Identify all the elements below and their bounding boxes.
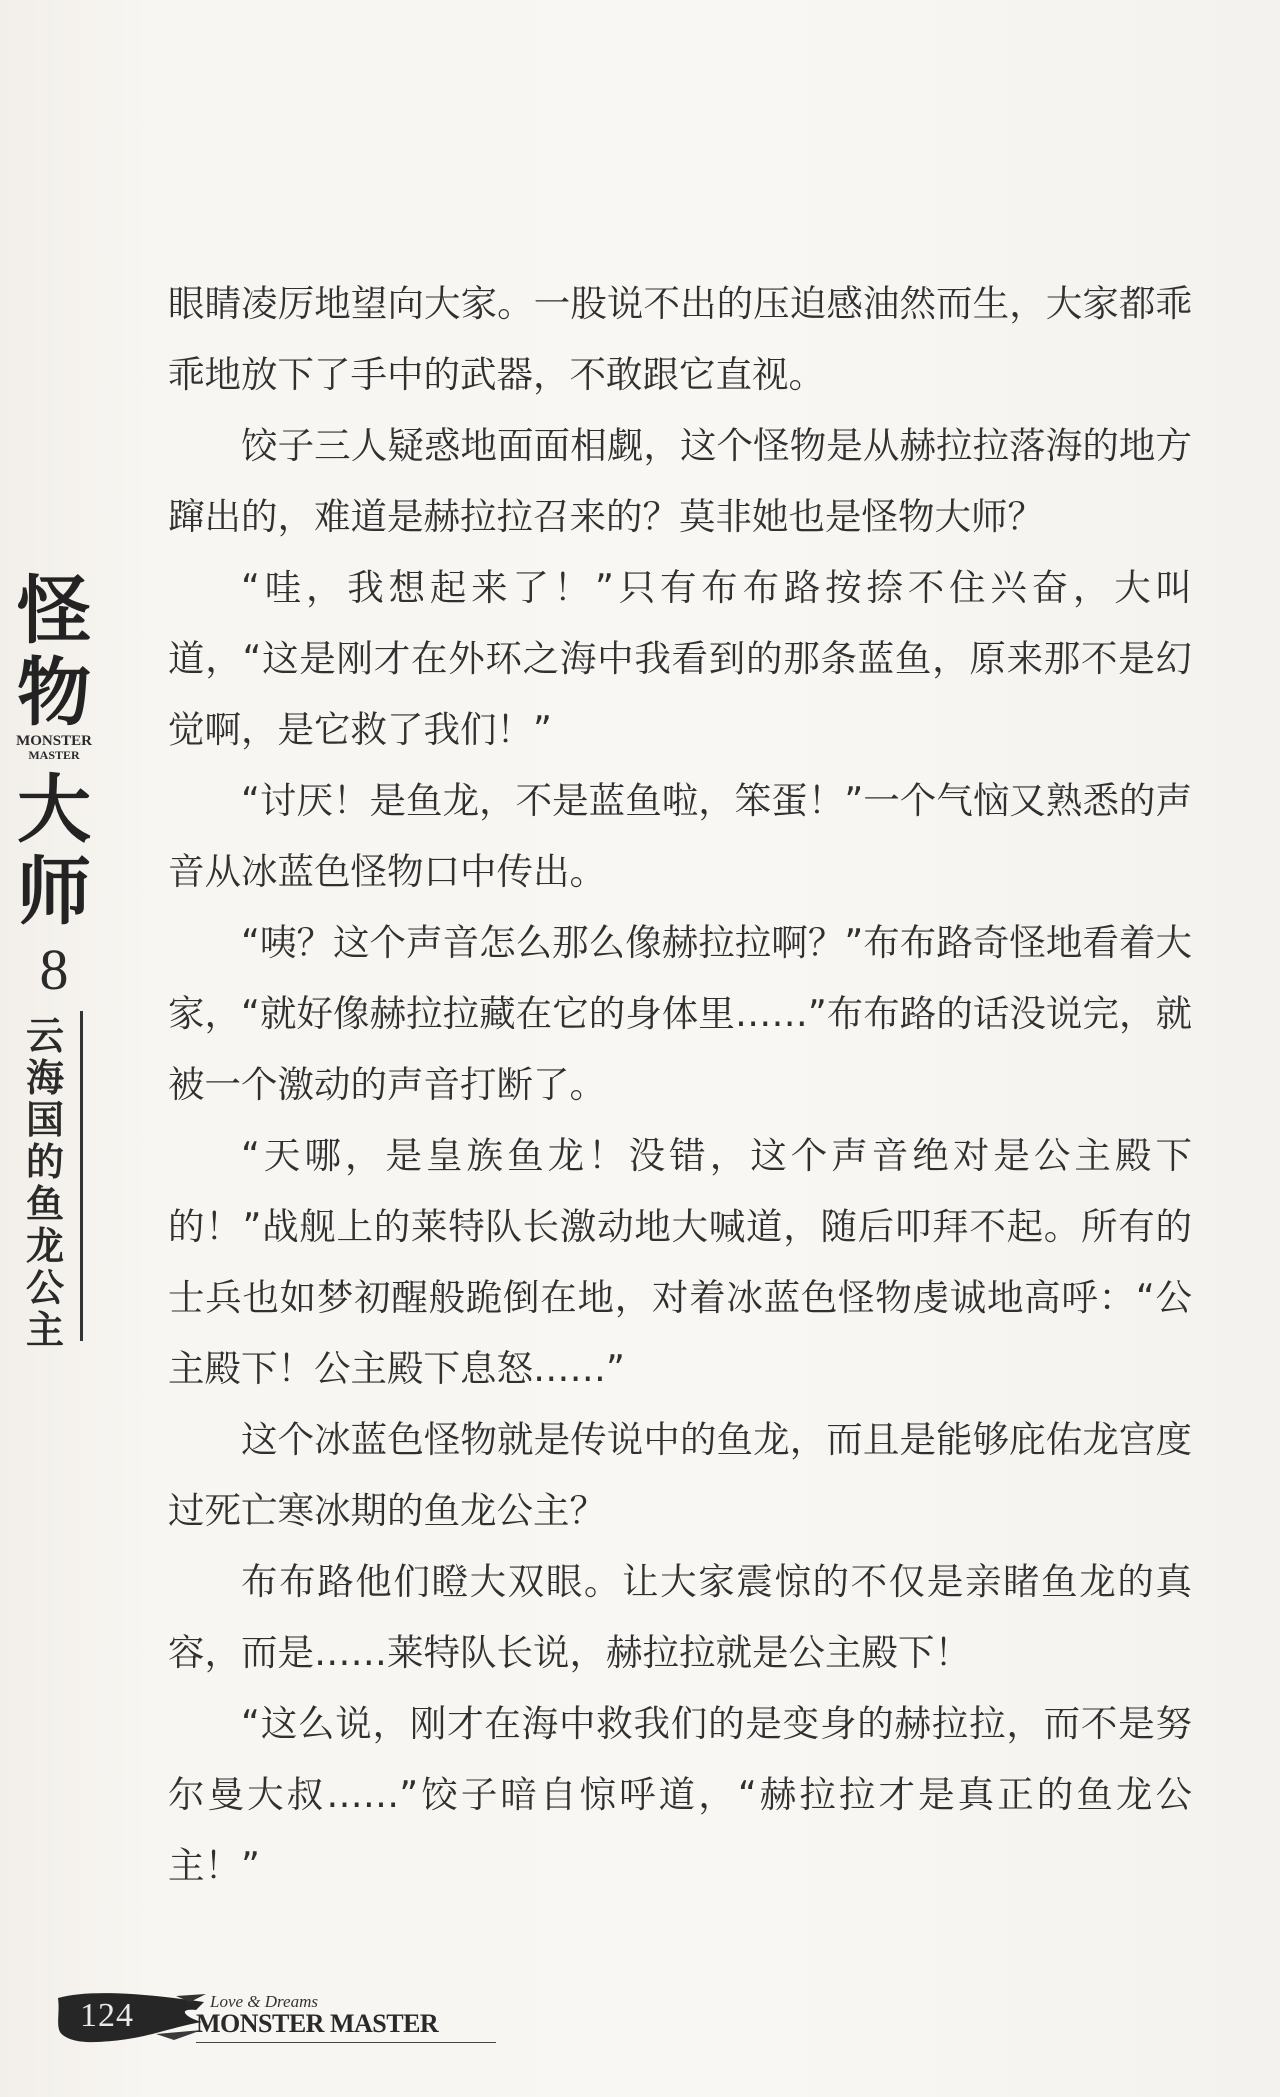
body-text <box>168 268 1192 1901</box>
footer-rule <box>196 2042 496 2043</box>
paragraph: 布布路他们瞪大双眼。让大家震惊的不仅是亲睹鱼龙的真容，而是……莱特队长说，赫拉拉就是公主殿下！ <box>168 1560 1192 1674</box>
page-number: 124 <box>80 1997 134 2034</box>
paragraph: 眼睛凌厉地望向大家。一股说不出的压迫感油然而生，大家都乖乖地放下了手中的武器，不敢跟它直视。 <box>168 282 1192 396</box>
logo-line1: MONSTER <box>16 733 92 749</box>
book-subtitle: 云海国的鱼龙公主 <box>25 1014 64 1352</box>
paragraph: “哇，我想起来了！”只有布布路按捺不住兴奋，大叫道，“这是刚才在外环之海中我看到的那条蓝鱼，原来那不是幻觉啊，是它救了我们！” <box>168 566 1192 751</box>
series-title-part2: 大师 <box>17 767 91 935</box>
paragraph: “咦？这个声音怎么那么像赫拉拉啊？”布布路奇怪地看着大家，“就好像赫拉拉藏在它的身体里……”布布路的话没说完，就被一个激动的声音打断了。 <box>168 921 1192 1106</box>
series-name: MONSTER MASTER <box>196 2009 439 2038</box>
paragraph: 饺子三人疑惑地面面相觑，这个怪物是从赫拉拉落海的地方蹿出的，难道是赫拉拉召来的？莫非她也是怪物大师？ <box>168 424 1192 538</box>
monster-master-logo <box>6 734 102 763</box>
logo-line2: MASTER <box>28 748 80 762</box>
subtitle-divider <box>80 1011 83 1341</box>
series-tagline: Love & Dreams <box>210 1992 318 2011</box>
paragraph: “这么说，刚才在海中救我们的是变身的赫拉拉，而不是努尔曼大叔……”饺子暗自惊呼道，“赫拉拉才是真正的鱼龙公主！” <box>168 1702 1192 1887</box>
side-title-column <box>6 570 102 1370</box>
volume-number: 8 <box>39 937 69 1002</box>
paragraph: “讨厌！是鱼龙，不是蓝鱼啦，笨蛋！”一个气恼又熟悉的声音从冰蓝色怪物口中传出。 <box>168 779 1192 893</box>
series-title-part1: 怪物 <box>17 568 91 736</box>
book-subtitle-block <box>6 1007 102 1352</box>
paragraph: “天哪，是皇族鱼龙！没错，这个声音绝对是公主殿下的！”战舰上的莱特队长激动地大喊道，随后叩拜不起。所有的士兵也如梦初醒般跪倒在地，对着冰蓝色怪物虔诚地高呼：“公主殿下！公主殿下息怒……” <box>168 1134 1192 1390</box>
page-footer <box>56 1976 456 2052</box>
paragraph: 这个冰蓝色怪物就是传说中的鱼龙，而且是能够庇佑龙宫度过死亡寒冰期的鱼龙公主？ <box>168 1418 1192 1532</box>
